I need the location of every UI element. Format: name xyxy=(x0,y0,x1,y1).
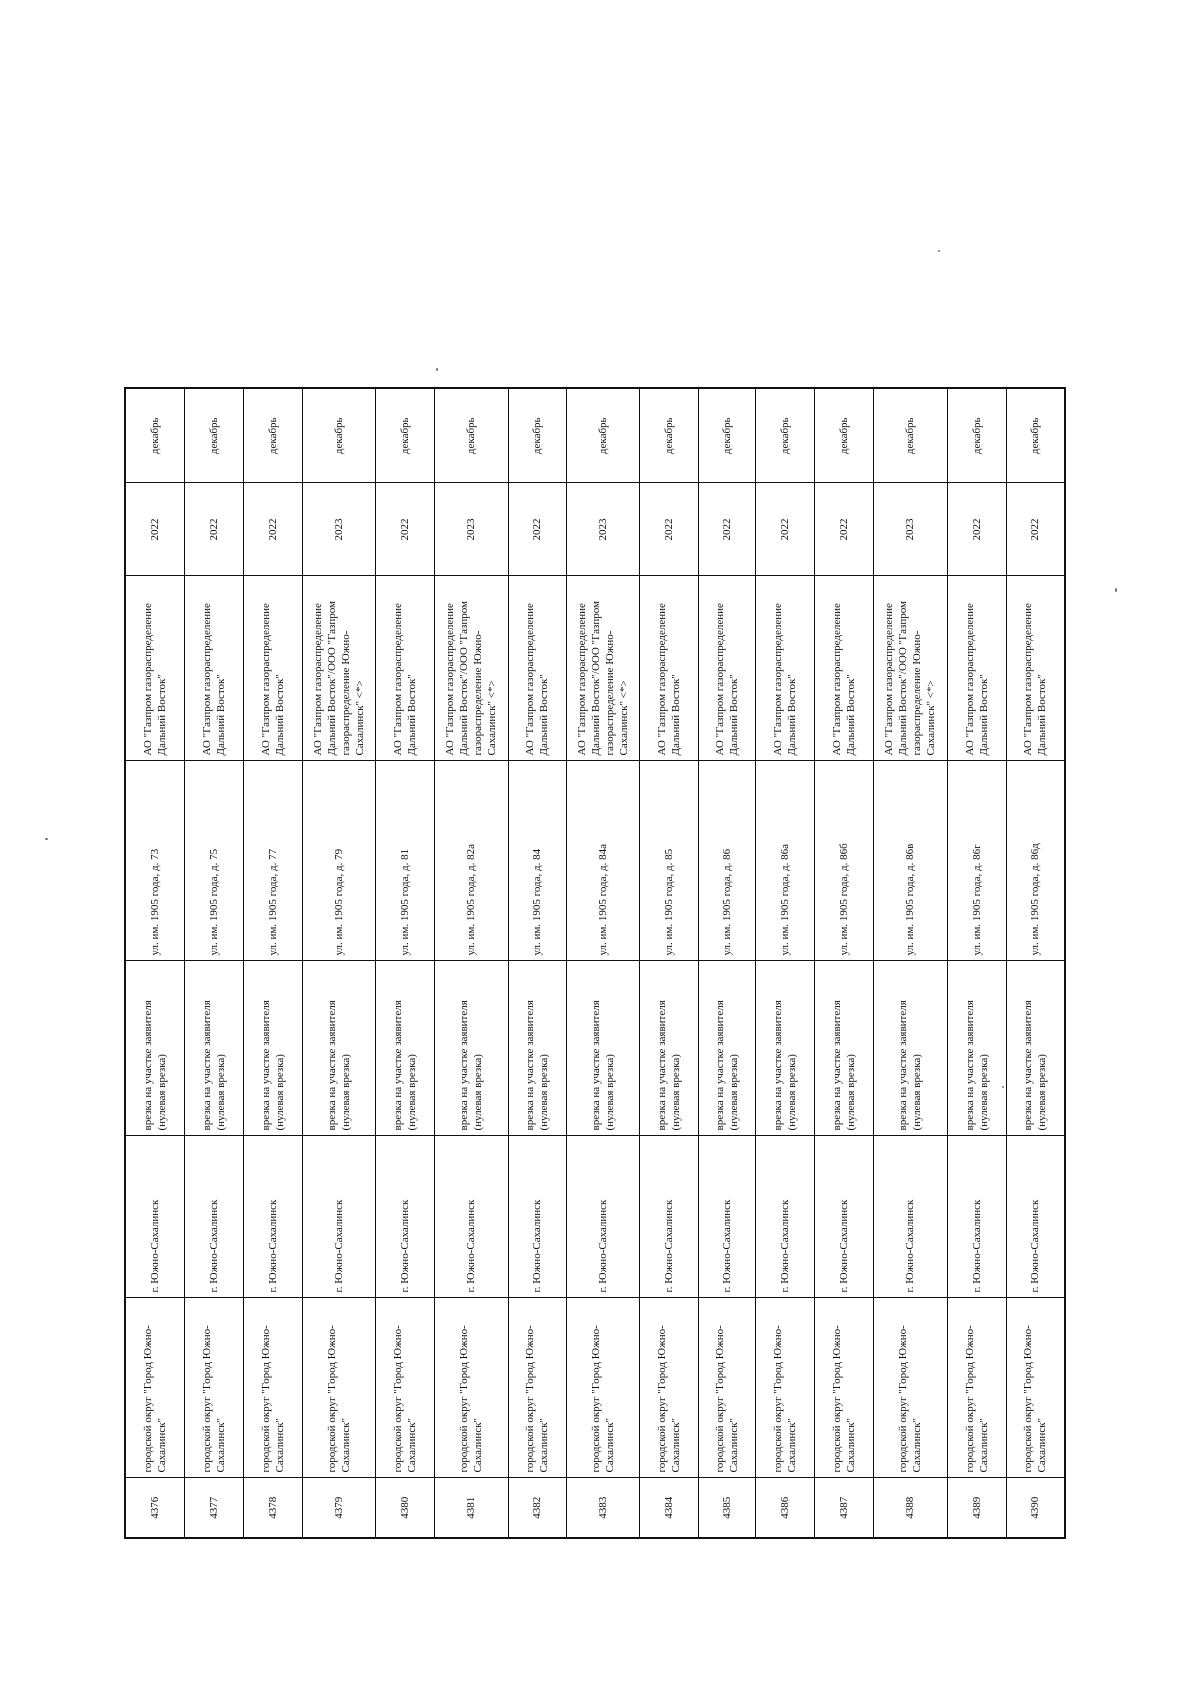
address-cell: ул. им. 1905 года, д. 86 xyxy=(698,761,756,961)
table-row xyxy=(1006,388,1065,1538)
row-number-cell: 4377 xyxy=(185,1478,244,1538)
address-cell: ул. им. 1905 года, д. 79 xyxy=(302,761,375,961)
table-row xyxy=(756,388,815,1538)
year-cell: 2022 xyxy=(125,483,185,576)
municipal-district-cell: городской округ "Город Южно-Сахалинск" xyxy=(185,1298,244,1478)
gas-distribution-organization-cell: АО "Газпром газораспределение Дальний Восток" xyxy=(756,576,815,761)
address-cell: ул. им. 1905 года, д. 84 xyxy=(509,761,567,961)
year-cell: 2023 xyxy=(873,483,947,576)
connection-type-cell: врезка на участке заявителя (нулевая врезка) xyxy=(243,961,302,1136)
month-cell: декабрь xyxy=(243,388,302,483)
settlement-cell: г. Южно-Сахалинск xyxy=(640,1136,699,1298)
month-cell: декабрь xyxy=(1006,388,1065,483)
gas-distribution-organization-cell: АО "Газпром газораспределение Дальний Восток"/ООО "Газпром газораспределение Южно-Сахалинск" <*> xyxy=(302,576,375,761)
municipal-district-cell: городской округ "Город Южно-Сахалинск" xyxy=(566,1298,639,1478)
address-cell: ул. им. 1905 года, д. 77 xyxy=(243,761,302,961)
gas-distribution-organization-cell: АО "Газпром газораспределение Дальний Восток" xyxy=(243,576,302,761)
connection-type-cell: врезка на участке заявителя (нулевая врезка) xyxy=(756,961,815,1136)
table-row xyxy=(509,388,567,1538)
municipal-district-cell: городской округ "Город Южно-Сахалинск" xyxy=(1006,1298,1065,1478)
table-row xyxy=(640,388,699,1538)
month-cell: декабрь xyxy=(698,388,756,483)
gas-distribution-organization-cell: АО "Газпром газораспределение Дальний Восток" xyxy=(185,576,244,761)
settlement-cell: г. Южно-Сахалинск xyxy=(185,1136,244,1298)
table-row xyxy=(243,388,302,1538)
row-number-cell: 4381 xyxy=(434,1478,508,1538)
connection-type-cell: врезка на участке заявителя (нулевая врезка) xyxy=(566,961,639,1136)
gas-distribution-organization-cell: АО "Газпром газораспределение Дальний Восток" xyxy=(640,576,699,761)
address-cell: ул. им. 1905 года, д. 86а xyxy=(756,761,815,961)
row-number-cell: 4378 xyxy=(243,1478,302,1538)
gasification-registry-table xyxy=(124,387,1066,1539)
address-cell: ул. им. 1905 года, д. 85 xyxy=(640,761,699,961)
municipal-district-cell: городской округ "Город Южно-Сахалинск" xyxy=(434,1298,508,1478)
settlement-cell: г. Южно-Сахалинск xyxy=(1006,1136,1065,1298)
table-body xyxy=(125,388,1065,1538)
table-row xyxy=(302,388,375,1538)
month-cell: декабрь xyxy=(509,388,567,483)
municipal-district-cell: городской округ "Город Южно-Сахалинск" xyxy=(756,1298,815,1478)
settlement-cell: г. Южно-Сахалинск xyxy=(125,1136,185,1298)
row-number-cell: 4385 xyxy=(698,1478,756,1538)
year-cell: 2022 xyxy=(1006,483,1065,576)
municipal-district-cell: городской округ "Город Южно-Сахалинск" xyxy=(814,1298,873,1478)
connection-type-cell: врезка на участке заявителя (нулевая врезка) xyxy=(698,961,756,1136)
gas-distribution-organization-cell: АО "Газпром газораспределение Дальний Восток" xyxy=(125,576,185,761)
month-cell: декабрь xyxy=(948,388,1007,483)
row-number-cell: 4387 xyxy=(814,1478,873,1538)
table-row xyxy=(375,388,434,1538)
connection-type-cell: врезка на участке заявителя (нулевая врезка) xyxy=(640,961,699,1136)
row-number-cell: 4383 xyxy=(566,1478,639,1538)
municipal-district-cell: городской округ "Город Южно-Сахалинск" xyxy=(873,1298,947,1478)
table-row xyxy=(125,388,185,1538)
address-cell: ул. им. 1905 года, д. 75 xyxy=(185,761,244,961)
gas-distribution-organization-cell: АО "Газпром газораспределение Дальний Восток" xyxy=(375,576,434,761)
year-cell: 2022 xyxy=(640,483,699,576)
year-cell: 2022 xyxy=(756,483,815,576)
month-cell: декабрь xyxy=(814,388,873,483)
connection-type-cell: врезка на участке заявителя (нулевая врезка) xyxy=(873,961,947,1136)
settlement-cell: г. Южно-Сахалинск xyxy=(756,1136,815,1298)
connection-type-cell: врезка на участке заявителя (нулевая врезка) xyxy=(1006,961,1065,1136)
month-cell: декабрь xyxy=(125,388,185,483)
month-cell: декабрь xyxy=(434,388,508,483)
gas-distribution-organization-cell: АО "Газпром газораспределение Дальний Восток" xyxy=(814,576,873,761)
address-cell: ул. им. 1905 года, д. 86б xyxy=(814,761,873,961)
municipal-district-cell: городской округ "Город Южно-Сахалинск" xyxy=(125,1298,185,1478)
settlement-cell: г. Южно-Сахалинск xyxy=(434,1136,508,1298)
connection-type-cell: врезка на участке заявителя (нулевая врезка) xyxy=(302,961,375,1136)
connection-type-cell: врезка на участке заявителя (нулевая врезка) xyxy=(509,961,567,1136)
table-row xyxy=(434,388,508,1538)
row-number-cell: 4390 xyxy=(1006,1478,1065,1538)
address-cell: ул. им. 1905 года, д. 84а xyxy=(566,761,639,961)
municipal-district-cell: городской округ "Город Южно-Сахалинск" xyxy=(243,1298,302,1478)
table-row xyxy=(566,388,639,1538)
scan-speck xyxy=(45,838,48,840)
row-number-cell: 4384 xyxy=(640,1478,699,1538)
month-cell: декабрь xyxy=(640,388,699,483)
scan-speck xyxy=(1115,588,1117,592)
connection-type-cell: врезка на участке заявителя (нулевая врезка) xyxy=(125,961,185,1136)
scan-speck xyxy=(436,368,438,371)
connection-type-cell: врезка на участке заявителя (нулевая врезка) xyxy=(434,961,508,1136)
address-cell: ул. им. 1905 года, д. 86в xyxy=(873,761,947,961)
municipal-district-cell: городской округ "Город Южно-Сахалинск" xyxy=(375,1298,434,1478)
connection-type-cell: врезка на участке заявителя (нулевая врезка) xyxy=(375,961,434,1136)
connection-type-cell: врезка на участке заявителя (нулевая врезка) xyxy=(185,961,244,1136)
year-cell: 2023 xyxy=(302,483,375,576)
settlement-cell: г. Южно-Сахалинск xyxy=(698,1136,756,1298)
settlement-cell: г. Южно-Сахалинск xyxy=(814,1136,873,1298)
settlement-cell: г. Южно-Сахалинск xyxy=(302,1136,375,1298)
settlement-cell: г. Южно-Сахалинск xyxy=(873,1136,947,1298)
row-number-cell: 4380 xyxy=(375,1478,434,1538)
municipal-district-cell: городской округ "Город Южно-Сахалинск" xyxy=(698,1298,756,1478)
year-cell: 2022 xyxy=(814,483,873,576)
year-cell: 2022 xyxy=(375,483,434,576)
settlement-cell: г. Южно-Сахалинск xyxy=(566,1136,639,1298)
scan-speck xyxy=(938,250,940,252)
row-number-cell: 4382 xyxy=(509,1478,567,1538)
gas-distribution-organization-cell: АО "Газпром газораспределение Дальний Восток" xyxy=(698,576,756,761)
gas-distribution-organization-cell: АО "Газпром газораспределение Дальний Восток"/ООО "Газпром газораспределение Южно-Сахалинск" <*> xyxy=(873,576,947,761)
month-cell: декабрь xyxy=(375,388,434,483)
municipal-district-cell: городской округ "Город Южно-Сахалинск" xyxy=(948,1298,1007,1478)
address-cell: ул. им. 1905 года, д. 73 xyxy=(125,761,185,961)
settlement-cell: г. Южно-Сахалинск xyxy=(375,1136,434,1298)
connection-type-cell: врезка на участке заявителя (нулевая врезка) xyxy=(814,961,873,1136)
year-cell: 2022 xyxy=(185,483,244,576)
row-number-cell: 4376 xyxy=(125,1478,185,1538)
year-cell: 2023 xyxy=(434,483,508,576)
year-cell: 2023 xyxy=(566,483,639,576)
gas-distribution-organization-cell: АО "Газпром газораспределение Дальний Восток" xyxy=(509,576,567,761)
table-row xyxy=(814,388,873,1538)
address-cell: ул. им. 1905 года, д. 82а xyxy=(434,761,508,961)
municipal-district-cell: городской округ "Город Южно-Сахалинск" xyxy=(509,1298,567,1478)
municipal-district-cell: городской округ "Город Южно-Сахалинск" xyxy=(640,1298,699,1478)
year-cell: 2022 xyxy=(698,483,756,576)
municipal-district-cell: городской округ "Город Южно-Сахалинск" xyxy=(302,1298,375,1478)
address-cell: ул. им. 1905 года, д. 86г xyxy=(948,761,1007,961)
connection-type-cell: врезка на участке заявителя (нулевая врезка) xyxy=(948,961,1007,1136)
settlement-cell: г. Южно-Сахалинск xyxy=(243,1136,302,1298)
gas-distribution-organization-cell: АО "Газпром газораспределение Дальний Восток"/ООО "Газпром газораспределение Южно-Сахалинск" <*> xyxy=(566,576,639,761)
gas-distribution-organization-cell: АО "Газпром газораспределение Дальний Восток" xyxy=(948,576,1007,761)
table-row xyxy=(698,388,756,1538)
row-number-cell: 4388 xyxy=(873,1478,947,1538)
settlement-cell: г. Южно-Сахалинск xyxy=(948,1136,1007,1298)
year-cell: 2022 xyxy=(243,483,302,576)
row-number-cell: 4389 xyxy=(948,1478,1007,1538)
year-cell: 2022 xyxy=(509,483,567,576)
address-cell: ул. им. 1905 года, д. 86д xyxy=(1006,761,1065,961)
table-row xyxy=(185,388,244,1538)
settlement-cell: г. Южно-Сахалинск xyxy=(509,1136,567,1298)
rotated-table-container xyxy=(124,389,1066,1539)
month-cell: декабрь xyxy=(302,388,375,483)
gas-distribution-organization-cell: АО "Газпром газораспределение Дальний Восток" xyxy=(1006,576,1065,761)
row-number-cell: 4379 xyxy=(302,1478,375,1538)
address-cell: ул. им. 1905 года, д. 81 xyxy=(375,761,434,961)
table-row xyxy=(873,388,947,1538)
row-number-cell: 4386 xyxy=(756,1478,815,1538)
table-row xyxy=(948,388,1007,1538)
month-cell: декабрь xyxy=(185,388,244,483)
month-cell: декабрь xyxy=(756,388,815,483)
month-cell: декабрь xyxy=(566,388,639,483)
month-cell: декабрь xyxy=(873,388,947,483)
gas-distribution-organization-cell: АО "Газпром газораспределение Дальний Восток"/ООО "Газпром газораспределение Южно-Сахалинск" <*> xyxy=(434,576,508,761)
year-cell: 2022 xyxy=(948,483,1007,576)
